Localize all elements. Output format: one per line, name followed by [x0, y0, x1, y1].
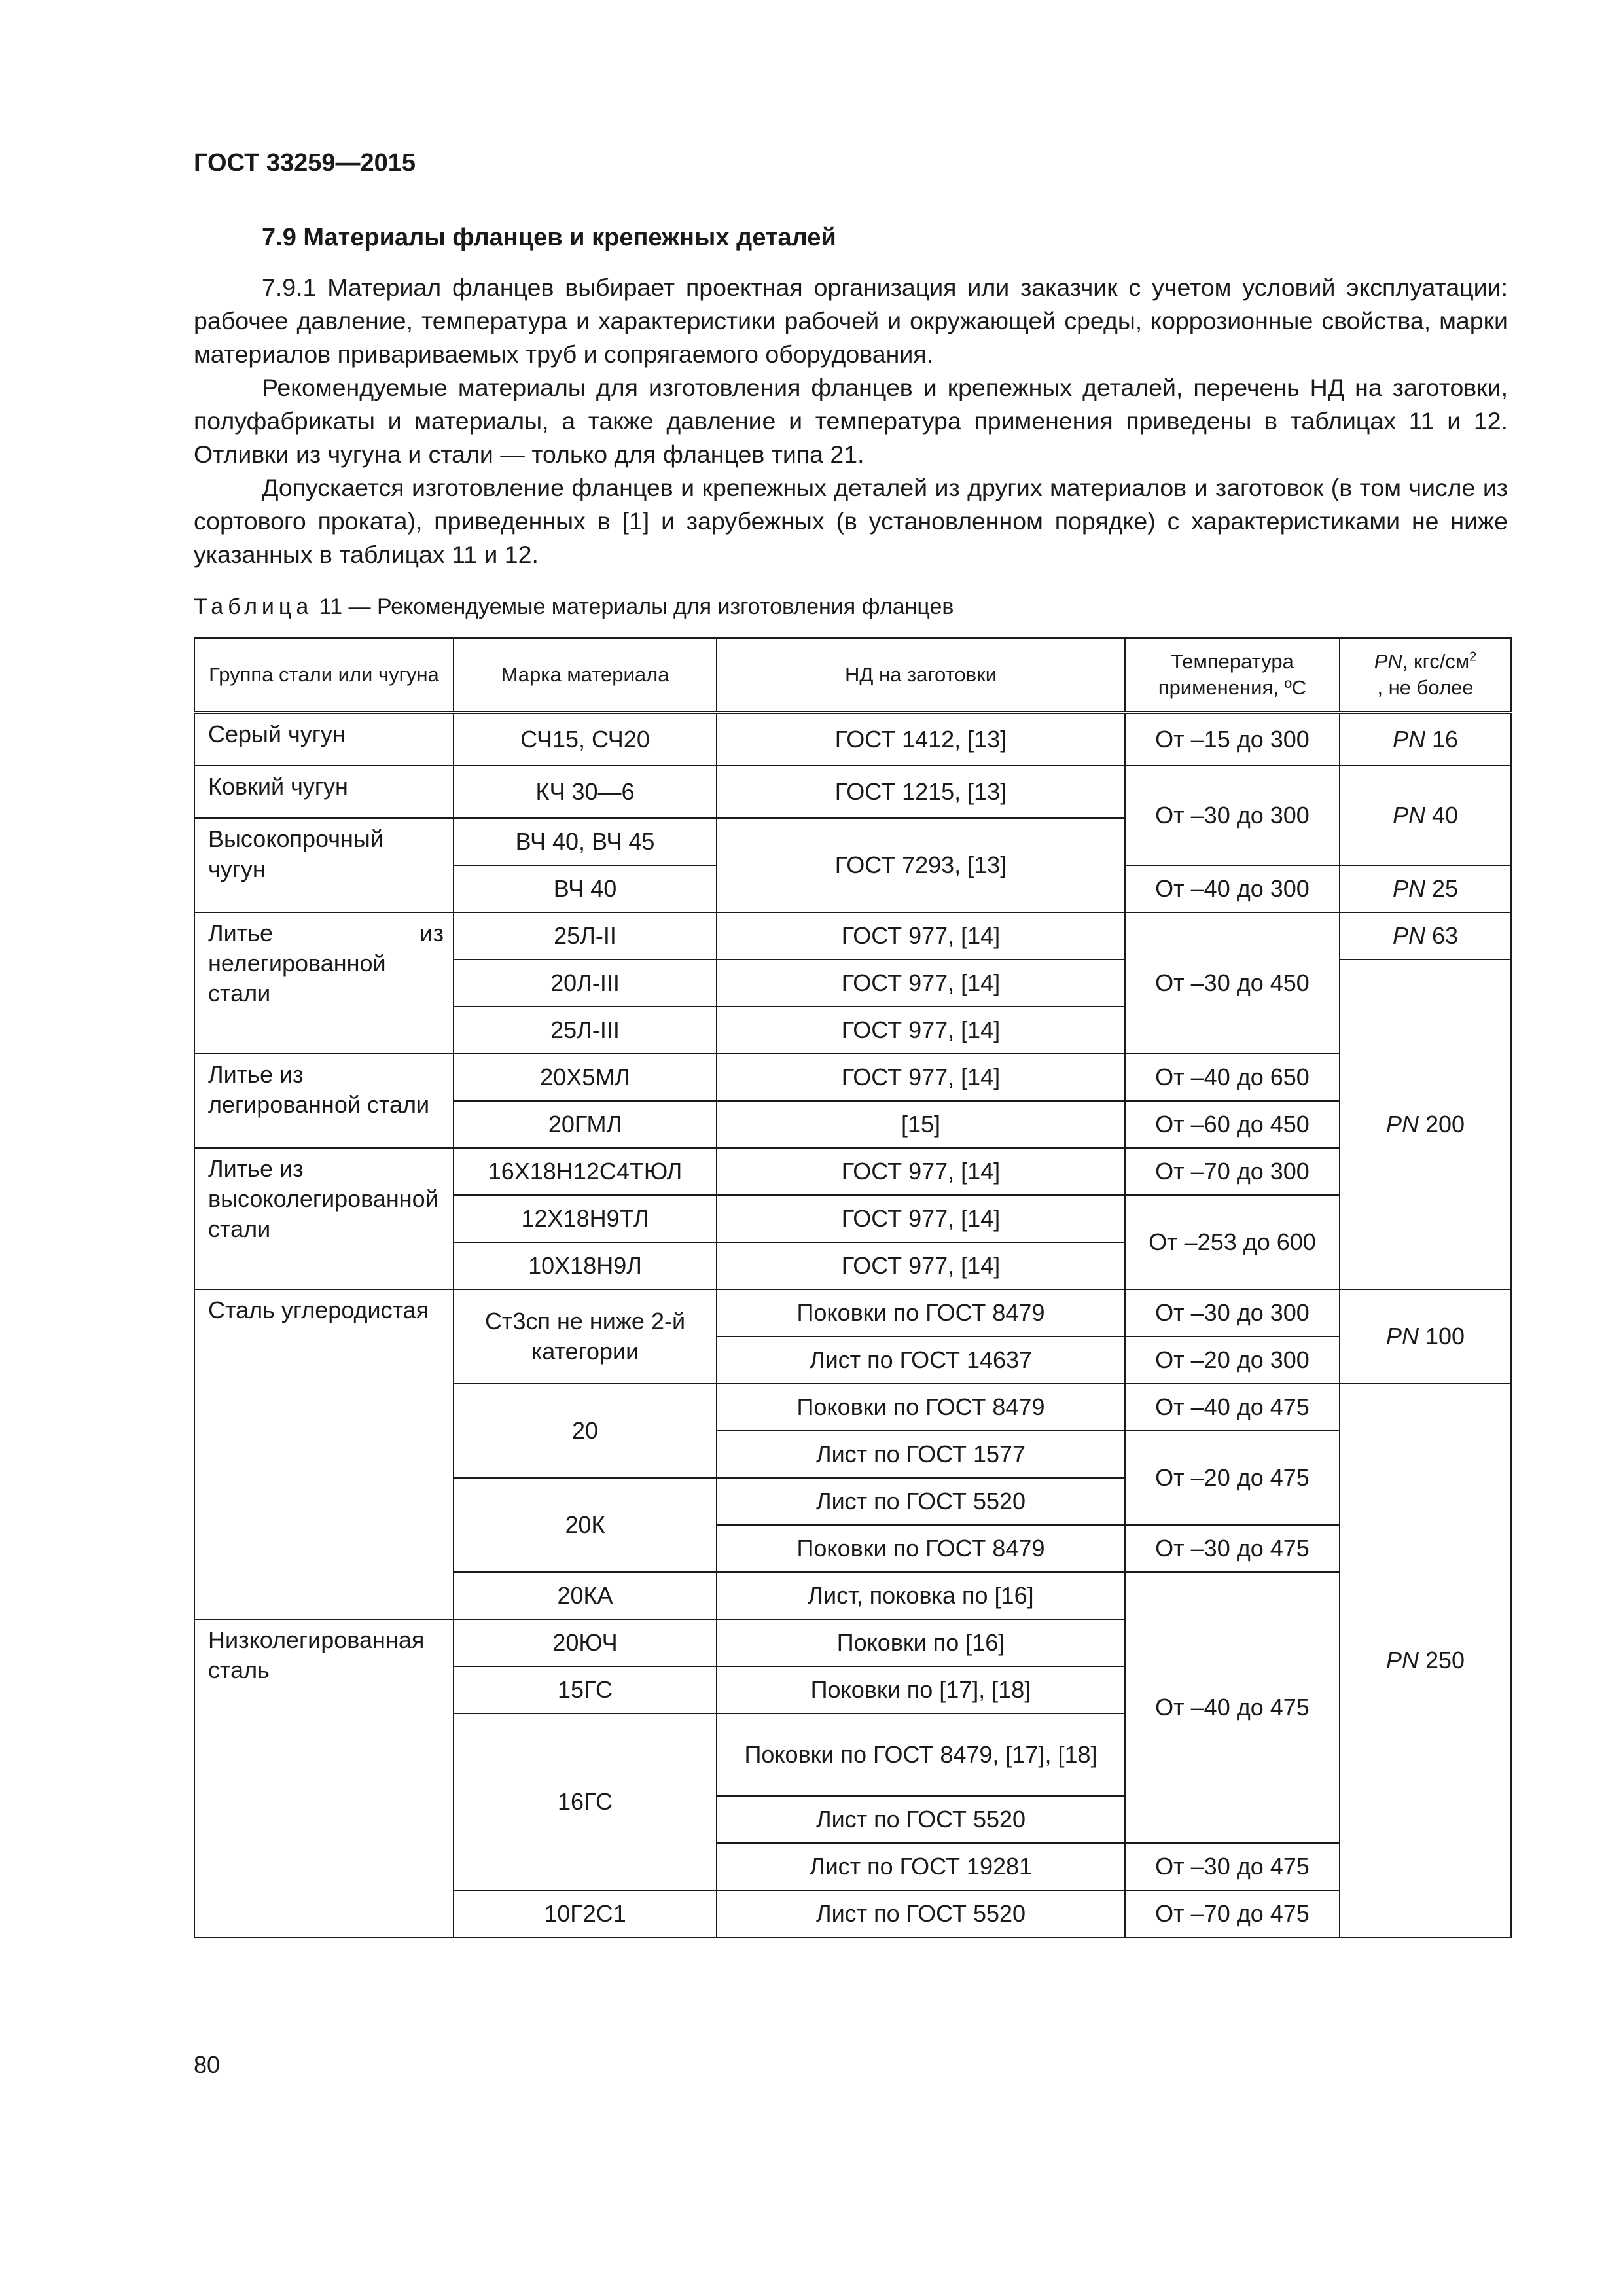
- group-cell: Литье из легированной стали: [194, 1054, 454, 1148]
- nd-cell: Поковки по ГОСТ 8479: [717, 1384, 1125, 1431]
- pn-value: 250: [1418, 1647, 1465, 1674]
- pressure-cell: [1340, 1384, 1511, 1937]
- temperature-cell: От –60 до 450: [1125, 1101, 1340, 1148]
- grade-cell: 16Х18Н12С4ТЮЛ: [454, 1148, 717, 1195]
- nd-cell: Поковки по ГОСТ 8479: [717, 1289, 1125, 1336]
- grade-cell: 20ГМЛ: [454, 1101, 717, 1148]
- nd-cell: Поковки по [16]: [717, 1619, 1125, 1666]
- pn-symbol: PN: [1385, 1323, 1419, 1350]
- nd-cell: ГОСТ 977, [14]: [717, 1242, 1125, 1289]
- nd-cell: ГОСТ 977, [14]: [717, 1054, 1125, 1101]
- pn-symbol: PN: [1392, 802, 1425, 829]
- grade-cell: 16ГС: [454, 1713, 717, 1890]
- temperature-cell: От –70 до 475: [1125, 1890, 1340, 1937]
- pn-value: 40: [1425, 802, 1459, 829]
- header-grade: Марка материала: [454, 638, 717, 713]
- table-row: [194, 1289, 1511, 1336]
- grade-cell: 20К: [454, 1478, 717, 1572]
- table-caption-prefix: Таблица: [194, 594, 313, 619]
- pn-symbol: PN: [1392, 922, 1425, 949]
- table-row: [194, 912, 1511, 960]
- nd-cell: Поковки по [17], [18]: [717, 1666, 1125, 1713]
- temperature-cell: От –30 до 475: [1125, 1843, 1340, 1890]
- nd-cell: ГОСТ 977, [14]: [717, 960, 1125, 1007]
- nd-cell: Лист по ГОСТ 5520: [717, 1796, 1125, 1843]
- nd-cell: ГОСТ 977, [14]: [717, 1148, 1125, 1195]
- nd-cell: Лист по ГОСТ 5520: [717, 1478, 1125, 1525]
- pn-symbol: PN: [1385, 1111, 1419, 1138]
- temperature-cell: От –30 до 450: [1125, 912, 1340, 1054]
- group-cell: Низколегированная сталь: [194, 1619, 454, 1937]
- grade-cell: КЧ 30—6: [454, 766, 717, 818]
- nd-cell: ГОСТ 1215, [13]: [717, 766, 1125, 818]
- temperature-cell: От –15 до 300: [1125, 713, 1340, 766]
- temperature-cell: От –20 до 475: [1125, 1431, 1340, 1525]
- table-caption-text: 11 — Рекомендуемые материалы для изготовления фланцев: [313, 594, 954, 619]
- table-header-row: [194, 638, 1511, 713]
- grade-cell: СЧ15, СЧ20: [454, 713, 717, 766]
- nd-cell: ГОСТ 977, [14]: [717, 1195, 1125, 1242]
- pn-symbol: PN: [1385, 1647, 1419, 1674]
- grade-cell: ВЧ 40, ВЧ 45: [454, 818, 717, 865]
- temperature-cell: От –30 до 300: [1125, 1289, 1340, 1336]
- paragraph: Рекомендуемые материалы для изготовления фланцев и крепежных деталей, перечень НД на заготовки, полуфабрикаты и материалы, а также давление и температура применения приведены в таблицах 11 и 12. Отливки из чугуна и стали — только для фланцев типа 21.: [194, 374, 1508, 468]
- grade-cell: Ст3сп не ниже 2-й категории: [454, 1289, 717, 1384]
- temperature-cell: От –253 до 600: [1125, 1195, 1340, 1289]
- group-cell: Сталь углеродистая: [194, 1289, 454, 1619]
- nd-cell: Лист по ГОСТ 19281: [717, 1843, 1125, 1890]
- pn-symbol: PN: [1374, 650, 1402, 673]
- pn-value: 200: [1418, 1111, 1465, 1138]
- nd-cell: ГОСТ 977, [14]: [717, 912, 1125, 960]
- grade-cell: 20КА: [454, 1572, 717, 1619]
- pn-unit: , кгс/см: [1402, 650, 1470, 673]
- pn-value: 63: [1425, 922, 1459, 949]
- group-cell: Серый чугун: [194, 713, 454, 766]
- group-cell: Литье из высоколегированной стали: [194, 1148, 454, 1289]
- pn-value: 25: [1425, 875, 1459, 902]
- nd-cell: Лист по ГОСТ 14637: [717, 1336, 1125, 1384]
- table-row: [194, 713, 1511, 766]
- header-group: Группа стали или чугуна: [194, 638, 454, 713]
- grade-cell: 20: [454, 1384, 717, 1478]
- grade-cell: 20ЮЧ: [454, 1619, 717, 1666]
- nd-cell: ГОСТ 1412, [13]: [717, 713, 1125, 766]
- group-cell: Литье из нелегированной стали: [194, 912, 454, 1054]
- temperature-cell: От –20 до 300: [1125, 1336, 1340, 1384]
- paragraph: Допускается изготовление фланцев и крепежных деталей из других материалов и заготовок (в том числе из сортового проката), приведенных в [1] и зарубежных (в установленном порядке) с характеристиками не ниже указанных в таблицах 11 и 12.: [194, 474, 1508, 568]
- nd-cell: ГОСТ 7293, [13]: [717, 818, 1125, 912]
- header-nd: НД на заготовки: [717, 638, 1125, 713]
- grade-cell: 25Л-II: [454, 912, 717, 960]
- nd-cell: Поковки по ГОСТ 8479, [17], [18]: [717, 1713, 1125, 1796]
- page-number: 80: [194, 2051, 221, 2078]
- pressure-cell: [1340, 912, 1511, 960]
- nd-cell: Лист по ГОСТ 5520: [717, 1890, 1125, 1937]
- pn-unit-sup: 2: [1469, 649, 1477, 664]
- temperature-cell: От –40 до 475: [1125, 1384, 1340, 1431]
- document-designation: ГОСТ 33259—2015: [194, 149, 416, 177]
- nd-cell: [15]: [717, 1101, 1125, 1148]
- temperature-cell: От –70 до 300: [1125, 1148, 1340, 1195]
- pn-value: 100: [1418, 1323, 1465, 1350]
- body-text: [194, 271, 1508, 571]
- paragraph: 7.9.1 Материал фланцев выбирает проектная организация или заказчик с учетом условий эксплуатации: рабочее давление, температура и характеристики рабочей и окружающей среды, коррозионные свойства, марки материалов привариваемых труб и сопрягаемого оборудования.: [194, 274, 1508, 368]
- grade-cell: 10Х18Н9Л: [454, 1242, 717, 1289]
- pn-tail: , не более: [1377, 676, 1474, 699]
- grade-cell: 15ГС: [454, 1666, 717, 1713]
- header-temperature: Температура применения, ºС: [1125, 638, 1340, 713]
- pressure-cell: [1340, 1289, 1511, 1384]
- grade-cell: 20Х5МЛ: [454, 1054, 717, 1101]
- section-title: 7.9 Материалы фланцев и крепежных деталей: [262, 224, 836, 251]
- temperature-cell: От –30 до 475: [1125, 1525, 1340, 1572]
- table-row: [194, 1148, 1511, 1195]
- pressure-cell: [1340, 766, 1511, 865]
- temperature-cell: От –30 до 300: [1125, 766, 1340, 865]
- grade-cell: ВЧ 40: [454, 865, 717, 912]
- group-cell: Высокопрочный чугун: [194, 818, 454, 912]
- grade-cell: 20Л-III: [454, 960, 717, 1007]
- pressure-cell: [1340, 960, 1511, 1289]
- pn-symbol: PN: [1392, 875, 1425, 902]
- materials-table: [194, 637, 1512, 1938]
- table-row: [194, 1054, 1511, 1101]
- grade-cell: 25Л-III: [454, 1007, 717, 1054]
- grade-cell: 10Г2С1: [454, 1890, 717, 1937]
- pressure-cell: [1340, 713, 1511, 766]
- table-row: [194, 766, 1511, 818]
- nd-cell: Лист по ГОСТ 1577: [717, 1431, 1125, 1478]
- pn-value: 16: [1425, 726, 1459, 753]
- group-cell: Ковкий чугун: [194, 766, 454, 818]
- temperature-cell: От –40 до 475: [1125, 1572, 1340, 1843]
- temperature-cell: От –40 до 650: [1125, 1054, 1340, 1101]
- temperature-cell: От –40 до 300: [1125, 865, 1340, 912]
- nd-cell: ГОСТ 977, [14]: [717, 1007, 1125, 1054]
- table-caption: [194, 594, 954, 620]
- nd-cell: Лист, поковка по [16]: [717, 1572, 1125, 1619]
- pn-symbol: PN: [1392, 726, 1425, 753]
- nd-cell: Поковки по ГОСТ 8479: [717, 1525, 1125, 1572]
- header-pressure: [1340, 638, 1511, 713]
- grade-cell: 12Х18Н9ТЛ: [454, 1195, 717, 1242]
- pressure-cell: [1340, 865, 1511, 912]
